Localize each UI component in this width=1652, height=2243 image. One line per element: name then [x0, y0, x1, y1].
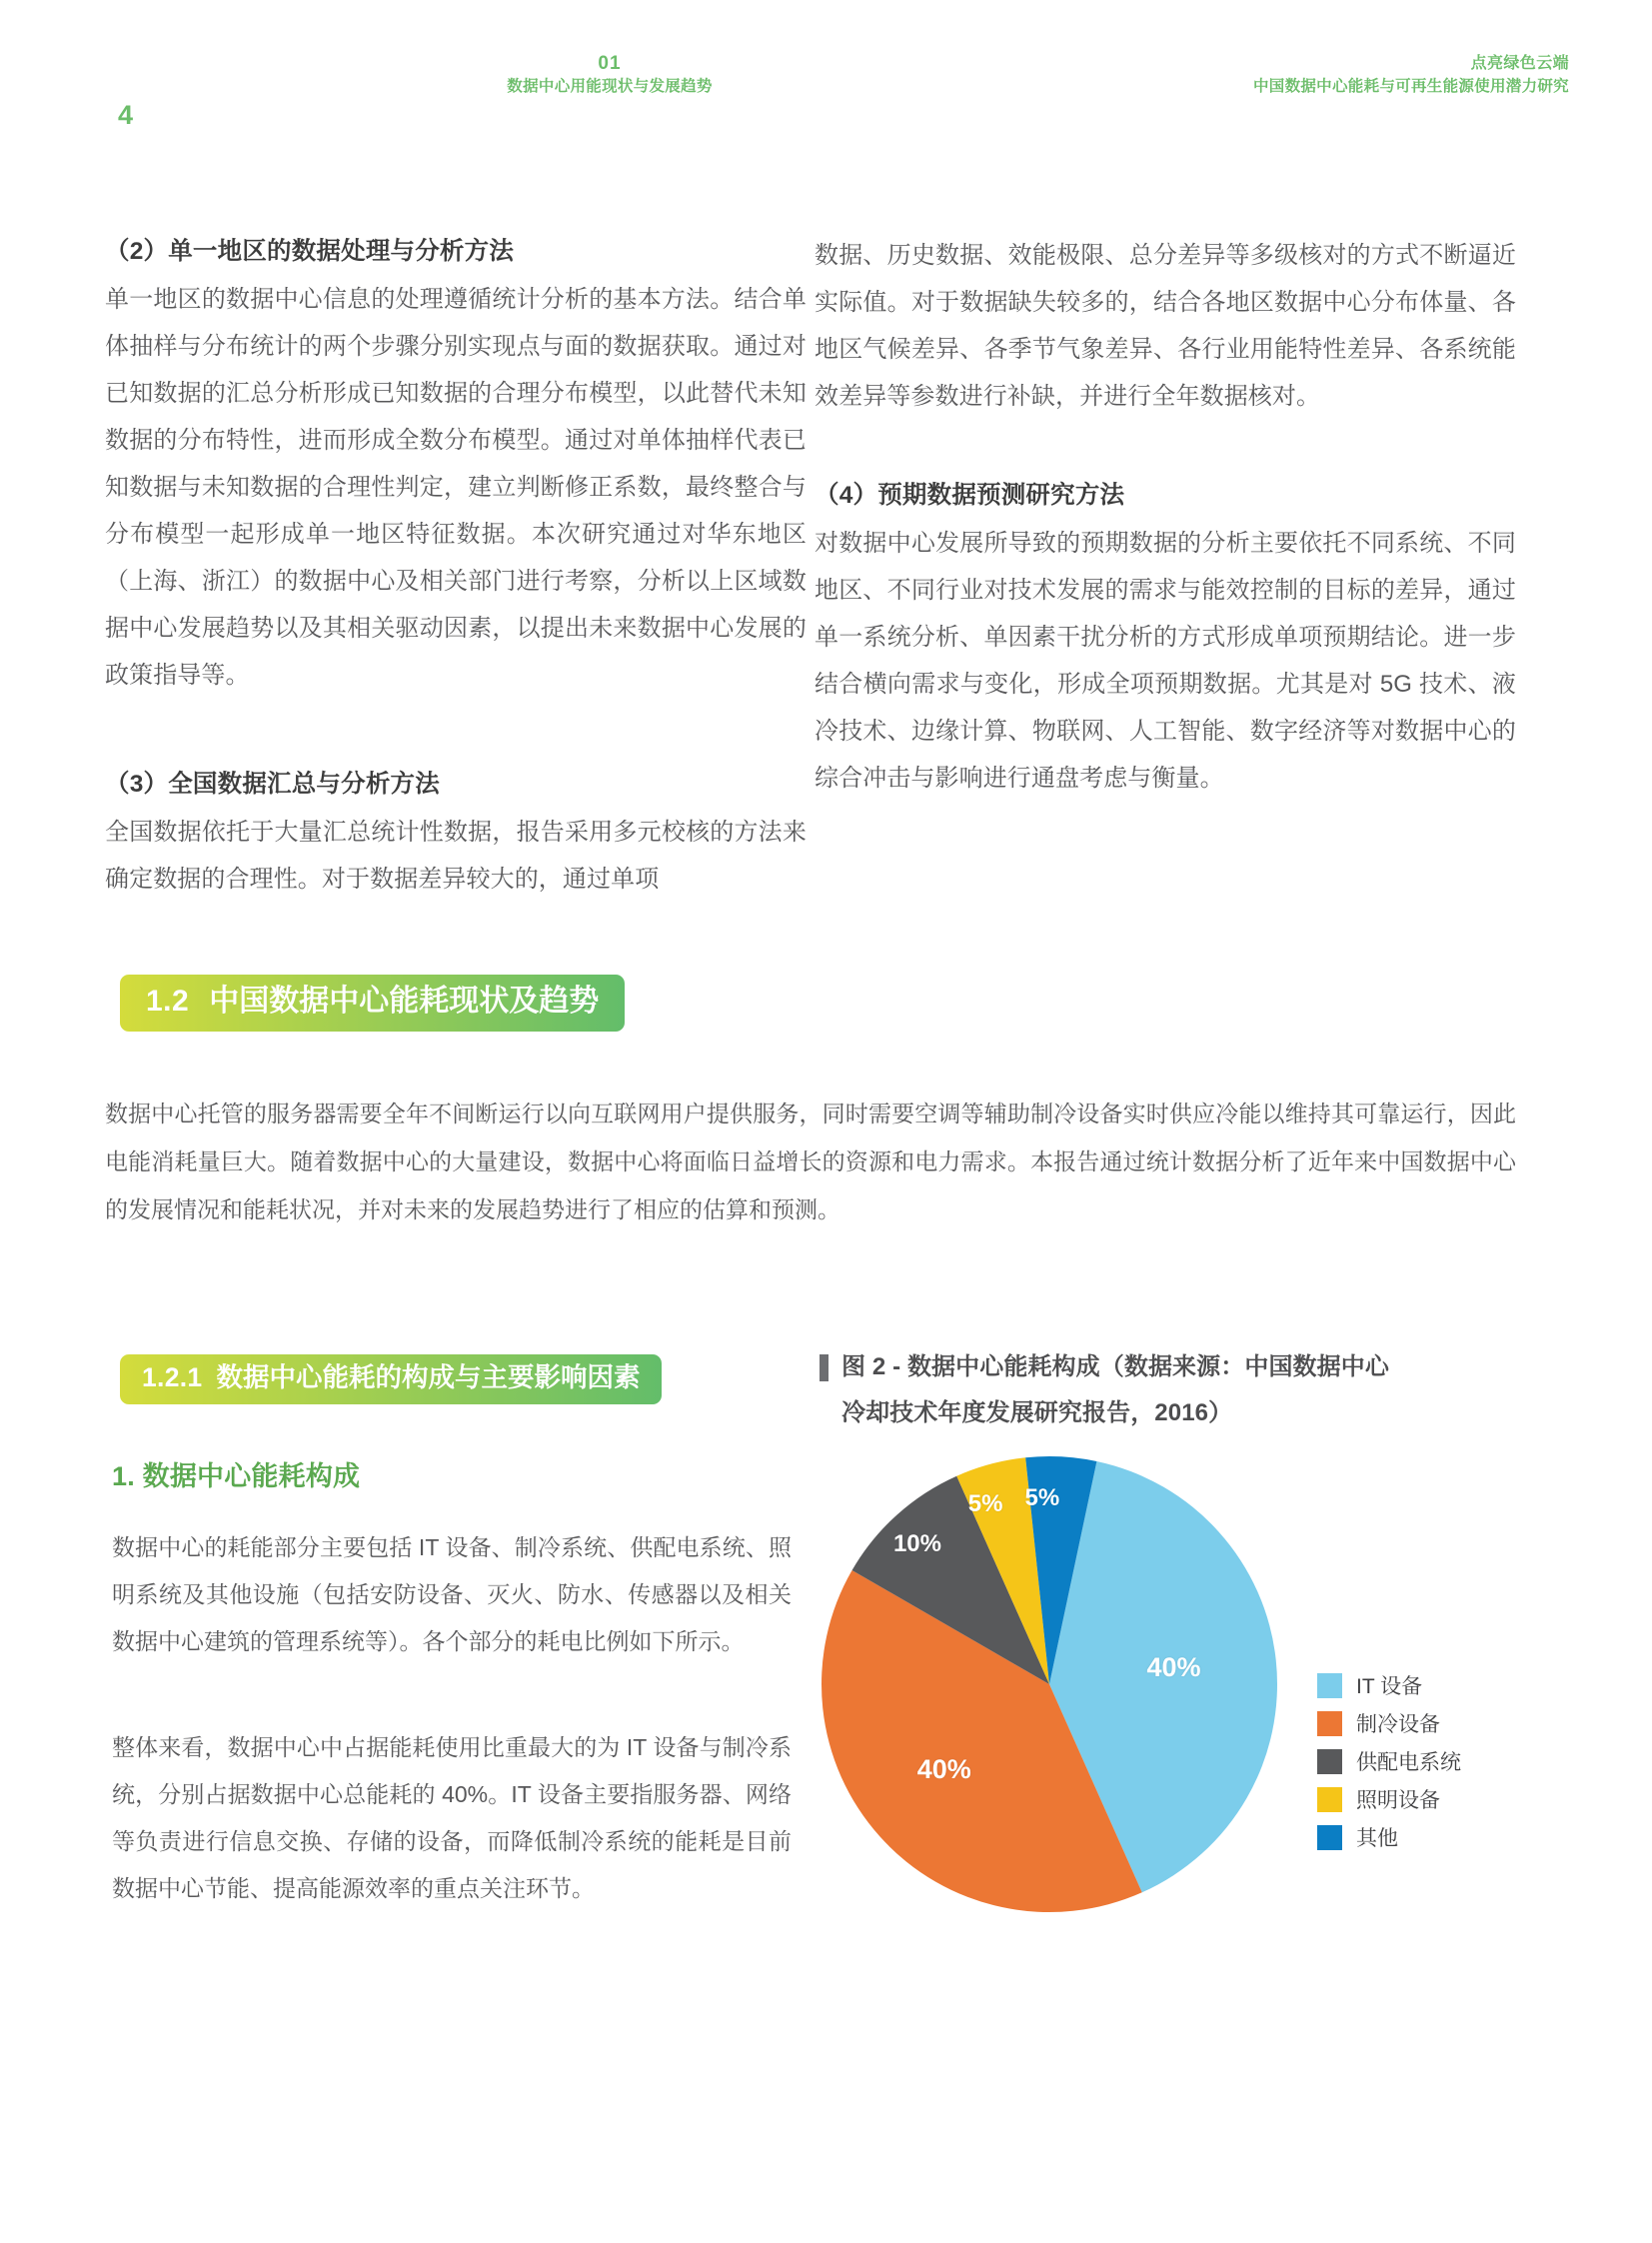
pie-label-lighting: 5% [967, 1489, 1003, 1517]
legend-swatch-icon [1317, 1749, 1342, 1774]
pie-label-other: 5% [1024, 1483, 1060, 1511]
pie-svg [820, 1454, 1279, 1914]
legend-item [1317, 1818, 1517, 1856]
legend-swatch-icon [1317, 1825, 1342, 1850]
figure-caption [820, 1344, 1519, 1436]
paragraph-method-3: 全国数据依托于大量汇总统计性数据，报告采用多元校核的方法来确定数据的合理性。对于数据差异较大的，通过单项 [105, 819, 807, 893]
page-number: 4 [118, 100, 134, 130]
section-banner-1-2-title: 中国数据中心能耗现状及趋势 [209, 985, 600, 1018]
header-document-info [1253, 52, 1569, 98]
paragraph-method-4: 对数据中心发展所导致的预期数据的分析主要依托不同系统、不同地区、不同行业对技术发展的需求与能效控制的目标的差异，通过单一系统分析、单因素干扰分析的方式形成单项预期结论。进一步结合横向需求与变化，形成全项预期数据。尤其是对 5G 技术、液冷技术、边缘计算、物联网、人工智能、数字经济等对数据中心的综合冲击与影响进行通盘考虑与衡量。 [815, 530, 1516, 792]
legend-swatch-icon [1317, 1787, 1342, 1812]
section-banner-1-2 [120, 975, 625, 1032]
heading-method-4: （4）预期数据预测研究方法 [815, 482, 1125, 509]
paragraph-method-2: 单一地区的数据中心信息的处理遵循统计分析的基本方法。结合单体抽样与分布统计的两个步骤分别实现点与面的数据获取。通过对已知数据的汇总分析形成已知数据的合理分布模型，以此替代未知数据的分布特性，进而形成全数分布模型。通过对单体抽样代表已知数据与未知数据的合理性判定，建立判断修正系数，最终整合与分布模型一起形成单一地区特征数据。本次研究通过对华东地区（上海、浙江）的数据中心及相关部门进行考察，分析以上区域数据中心发展趋势以及其相关驱动因素，以提出未来数据中心发展的政策指导等。 [105, 286, 807, 689]
header-doc-title: 点亮绿色云端 [1470, 55, 1569, 72]
pie-label-cooling-equipment: 40% [916, 1754, 971, 1785]
pie-label-it-equipment: 40% [1146, 1652, 1201, 1683]
section-1-2-paragraph: 数据中心托管的服务器需要全年不间断运行以向互联网用户提供服务，同时需要空调等辅助制冷设备实时供应冷能以维持其可靠运行，因此电能消耗量巨大。随着数据中心的大量建设，数据中心将面临日益增长的资源和电力需求。本报告通过统计数据分析了近年来中国数据中心的发展情况和能耗状况，并对未来的发展趋势进行了相应的估算和预测。 [105, 1101, 1516, 1222]
legend-item [1317, 1742, 1517, 1780]
legend-label: 供配电系统 [1356, 1751, 1461, 1774]
legend-swatch-icon [1317, 1673, 1342, 1698]
legend-label: 其他 [1356, 1827, 1398, 1850]
subsection-paragraph-2: 整体来看，数据中心中占据能耗使用比重最大的为 IT 设备与制冷系统，分别占据数据中心总能耗的 40%。IT 设备主要指服务器、网络等负责进行信息交换、存储的设备，而降低制冷系统的能耗是目前数据中心节能、提高能源效率的重点关注环节。 [112, 1734, 792, 1901]
pie-label-power-distribution: 10% [892, 1530, 941, 1558]
header-chapter-title: 数据中心用能现状与发展趋势 [507, 78, 713, 95]
header-doc-subtitle: 中国数据中心能耗与可再生能源使用潜力研究 [1252, 78, 1569, 95]
legend-item [1317, 1704, 1517, 1742]
pie-chart [820, 1454, 1519, 1954]
heading-method-3: （3）全国数据汇总与分析方法 [105, 771, 440, 798]
legend-label: IT 设备 [1356, 1675, 1423, 1698]
right-text-column [815, 232, 1516, 802]
figure-2 [820, 1344, 1519, 1954]
subsection-heading-1: 1. 数据中心能耗构成 [112, 1461, 361, 1491]
legend-item [1317, 1780, 1517, 1818]
legend-swatch-icon [1317, 1711, 1342, 1736]
subsection-paragraph-1: 数据中心的耗能部分主要包括 IT 设备、制冷系统、供配电系统、照明系统及其他设施（包括安防设备、灭火、防水、传感器以及相关数据中心建筑的管理系统等）。各个部分的耗电比例如下所示。 [112, 1534, 792, 1654]
section-banner-1-2-1-number: 1.2.1 [142, 1362, 203, 1392]
caption-marker-icon [820, 1354, 828, 1381]
section-banner-1-2-1 [120, 1354, 662, 1404]
pie-graphic [820, 1454, 1279, 1914]
left-text-column [105, 232, 807, 903]
spacer [105, 699, 807, 765]
heading-method-2: （2）单一地区的数据处理与分析方法 [105, 238, 515, 265]
chart-legend [1317, 1666, 1517, 1856]
figure-caption-line-1: 图 2 - 数据中心能耗构成（数据来源：中国数据中心 [841, 1353, 1389, 1380]
spacer [815, 420, 1516, 476]
legend-label: 照明设备 [1356, 1789, 1440, 1812]
section-banner-1-2-number: 1.2 [146, 985, 190, 1018]
paragraph-method-3-continued: 数据、历史数据、效能极限、总分差异等多级核对的方式不断逼近实际值。对于数据缺失较多的，结合各地区数据中心分布体量、各地区气候差异、各季节气象差异、各行业用能特性差异、各系统能效差异等参数进行补缺，并进行全年数据核对。 [815, 242, 1516, 410]
running-header [0, 52, 1652, 130]
legend-item [1317, 1666, 1517, 1704]
legend-label: 制冷设备 [1356, 1713, 1440, 1736]
header-chapter [420, 52, 800, 98]
figure-caption-line-2: 冷却技术年度发展研究报告，2016） [841, 1399, 1233, 1426]
section-banner-1-2-1-title: 数据中心能耗的构成与主要影响因素 [216, 1362, 641, 1392]
header-chapter-number: 01 [598, 53, 622, 74]
